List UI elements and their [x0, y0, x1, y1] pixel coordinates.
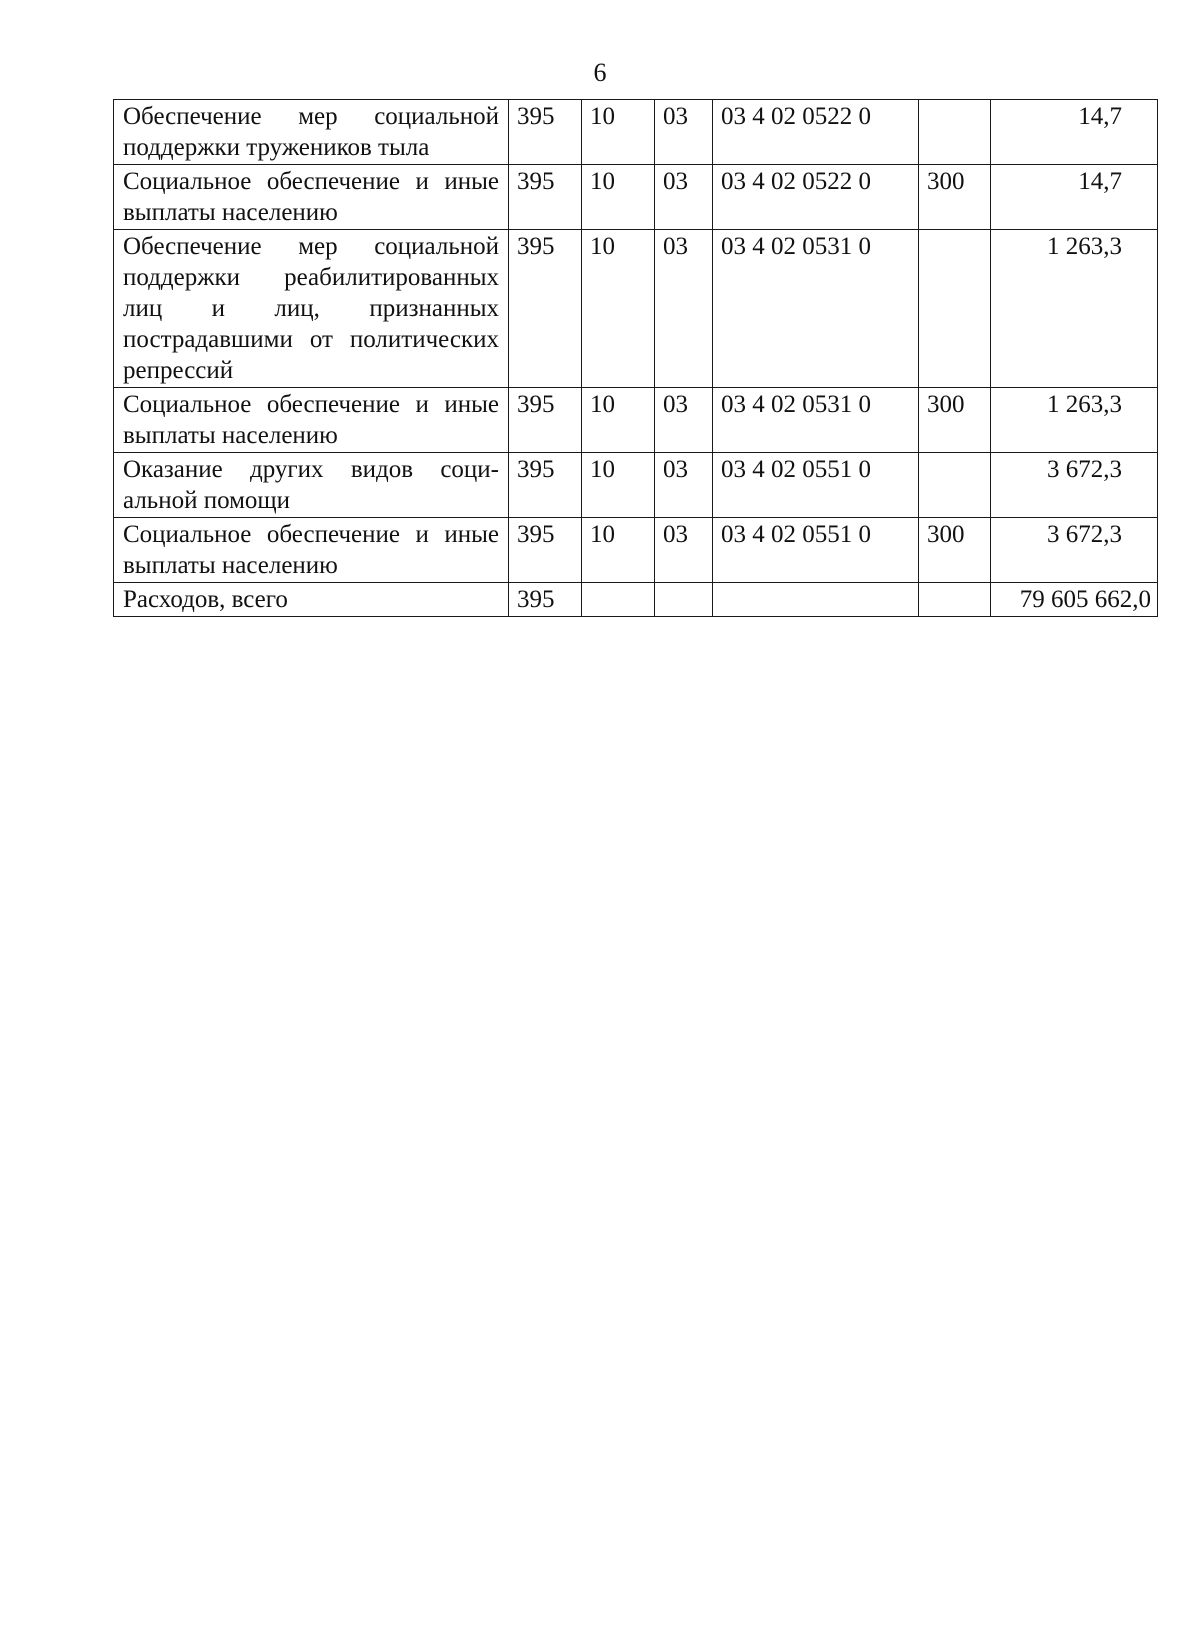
expenditure-table — [113, 99, 1158, 617]
row-pr: 03 — [655, 453, 713, 518]
row-rz: 10 — [582, 388, 655, 453]
page-number: 6 — [593, 58, 607, 87]
row-amount: 3 672,3 — [991, 453, 1158, 518]
row-amount: 14,7 — [991, 165, 1158, 230]
row-rz — [582, 583, 655, 617]
row-name: Оказание других видов социальной помощи — [114, 453, 509, 518]
row-amount: 3 672,3 — [991, 518, 1158, 583]
table-row — [114, 165, 1158, 230]
row-pr: 03 — [655, 100, 713, 165]
row-csr: 03 4 02 0522 0 — [713, 165, 919, 230]
row-name: Расходов, всего — [114, 583, 509, 617]
row-amount-total: 79 605 662,0 — [991, 583, 1158, 617]
row-vr — [919, 230, 991, 388]
row-csr: 03 4 02 0551 0 — [713, 518, 919, 583]
row-vr: 300 — [919, 518, 991, 583]
row-vr — [919, 100, 991, 165]
row-amount: 14,7 — [991, 100, 1158, 165]
row-amount: 1 263,3 — [991, 388, 1158, 453]
row-ved: 395 — [509, 388, 582, 453]
row-name: Социальное обеспечение и иные выплаты населению — [114, 165, 509, 230]
row-name: Обеспечение мер социальной поддержки тружеников тыла — [114, 100, 509, 165]
row-pr: 03 — [655, 388, 713, 453]
row-ved: 395 — [509, 453, 582, 518]
row-pr: 03 — [655, 165, 713, 230]
row-csr: 03 4 02 0531 0 — [713, 230, 919, 388]
row-vr: 300 — [919, 388, 991, 453]
row-rz: 10 — [582, 100, 655, 165]
row-amount: 1 263,3 — [991, 230, 1158, 388]
row-csr: 03 4 02 0522 0 — [713, 100, 919, 165]
row-csr — [713, 583, 919, 617]
row-ved: 395 — [509, 100, 582, 165]
row-rz: 10 — [582, 453, 655, 518]
row-ved: 395 — [509, 165, 582, 230]
row-csr: 03 4 02 0531 0 — [713, 388, 919, 453]
row-name: Социальное обеспечение и иные выплаты населению — [114, 518, 509, 583]
table-row-total — [114, 583, 1158, 617]
table-row — [114, 453, 1158, 518]
row-pr: 03 — [655, 230, 713, 388]
table-row — [114, 388, 1158, 453]
table-row — [114, 100, 1158, 165]
row-pr — [655, 583, 713, 617]
row-ved: 395 — [509, 518, 582, 583]
row-rz: 10 — [582, 230, 655, 388]
row-pr: 03 — [655, 518, 713, 583]
row-vr — [919, 583, 991, 617]
row-ved: 395 — [509, 583, 582, 617]
row-name: Обеспечение мер социальной поддержки реабилитированных лиц и лиц, признанных пострадавшими от политических репрессий — [114, 230, 509, 388]
row-rz: 10 — [582, 165, 655, 230]
row-vr: 300 — [919, 165, 991, 230]
row-name: Социальное обеспечение и иные выплаты населению — [114, 388, 509, 453]
row-csr: 03 4 02 0551 0 — [713, 453, 919, 518]
table-row — [114, 230, 1158, 388]
row-ved: 395 — [509, 230, 582, 388]
row-vr — [919, 453, 991, 518]
table-row — [114, 518, 1158, 583]
row-rz: 10 — [582, 518, 655, 583]
